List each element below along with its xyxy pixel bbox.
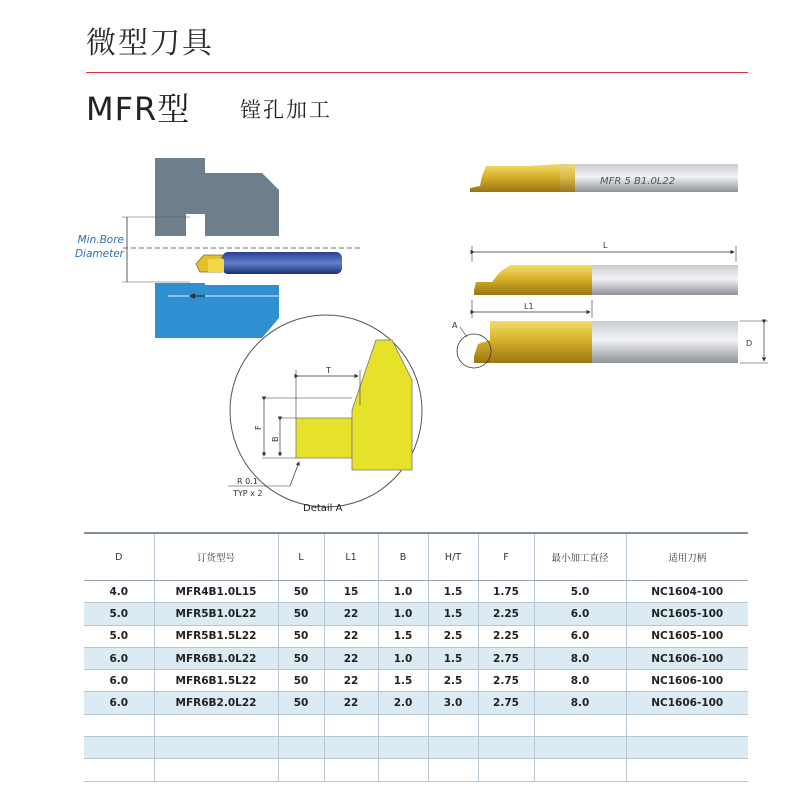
table-cell: 6.0 (534, 625, 626, 647)
table-cell: 50 (278, 625, 324, 647)
table-cell (324, 714, 378, 736)
table-cell: 2.75 (478, 647, 534, 669)
table-cell: 2.5 (428, 670, 478, 692)
table-cell (428, 714, 478, 736)
table-cell (154, 714, 278, 736)
dim-f-label: F (254, 425, 263, 430)
tool-dimension-drawing (457, 246, 768, 368)
operation-subtitle: 镗孔加工 (240, 98, 332, 122)
table-cell: 1.5 (378, 625, 428, 647)
table-cell (534, 737, 626, 759)
table-row (84, 670, 748, 692)
table-cell: MFR6B1.5L22 (154, 670, 278, 692)
table-cell (626, 759, 748, 781)
table-cell: 8.0 (534, 692, 626, 714)
table-cell: 1.0 (378, 647, 428, 669)
table-cell: 2.75 (478, 692, 534, 714)
table-cell (626, 714, 748, 736)
page-title: 微型刀具 (86, 26, 214, 61)
tool-marking-text: MFR 5 B1.0L22 (600, 176, 676, 187)
table-cell: NC1605-100 (626, 625, 748, 647)
table-cell: 2.25 (478, 625, 534, 647)
table-cell: 50 (278, 670, 324, 692)
table-cell: 22 (324, 692, 378, 714)
table-cell: 1.75 (478, 581, 534, 603)
table-cell: 6.0 (84, 647, 154, 669)
table-cell: NC1606-100 (626, 647, 748, 669)
col-header: D (84, 533, 154, 581)
table-cell: 22 (324, 603, 378, 625)
table-cell: MFR6B1.0L22 (154, 647, 278, 669)
table-cell (278, 737, 324, 759)
table-cell (534, 759, 626, 781)
table-cell: 50 (278, 603, 324, 625)
table-cell: MFR6B2.0L22 (154, 692, 278, 714)
table-cell (84, 714, 154, 736)
col-header: F (478, 533, 534, 581)
radius-typ-label: TYP x 2 (233, 489, 263, 498)
table-cell: 1.5 (428, 647, 478, 669)
min-bore-label-line2: Diameter (74, 248, 124, 260)
table-cell: NC1604-100 (626, 581, 748, 603)
table-cell: 6.0 (534, 603, 626, 625)
table-cell: 2.5 (428, 625, 478, 647)
table-cell: 5.0 (84, 625, 154, 647)
table-cell: MFR5B1.5L22 (154, 625, 278, 647)
table-cell: 5.0 (534, 581, 626, 603)
dim-b-label: B (271, 436, 280, 442)
col-header: L (278, 533, 324, 581)
table-cell: 5.0 (84, 603, 154, 625)
dim-l-label: L (603, 241, 608, 250)
dim-t-label: T (326, 366, 331, 375)
table-cell (626, 737, 748, 759)
table-cell (478, 714, 534, 736)
table-cell: 8.0 (534, 647, 626, 669)
table-cell (154, 759, 278, 781)
table-row (84, 714, 748, 736)
table-cell: 1.5 (378, 670, 428, 692)
table-cell (324, 759, 378, 781)
table-cell: 50 (278, 692, 324, 714)
table-cell: 22 (324, 670, 378, 692)
min-bore-label (60, 233, 124, 261)
col-header: B (378, 533, 428, 581)
table-cell: NC1606-100 (626, 692, 748, 714)
table-header-row (84, 533, 748, 581)
table-cell (428, 759, 478, 781)
min-bore-label-line1: Min.Bore (77, 234, 124, 246)
table-cell: 2.0 (378, 692, 428, 714)
detail-a-caption: Detail A (303, 503, 343, 514)
radius-label: R 0.1 (237, 477, 258, 486)
model-heading: MFR型 (86, 90, 191, 128)
table-cell: 22 (324, 647, 378, 669)
table-cell: NC1605-100 (626, 603, 748, 625)
table-cell (84, 759, 154, 781)
spec-table-body (84, 581, 748, 782)
table-cell (534, 714, 626, 736)
table-cell: 50 (278, 647, 324, 669)
table-cell (84, 737, 154, 759)
table-cell: 6.0 (84, 692, 154, 714)
table-cell (154, 737, 278, 759)
table-cell (278, 759, 324, 781)
table-cell: 1.5 (428, 603, 478, 625)
boring-bar (196, 252, 342, 274)
table-row (84, 737, 748, 759)
table-cell (378, 714, 428, 736)
table-cell (428, 737, 478, 759)
table-cell: 22 (324, 625, 378, 647)
table-cell (478, 737, 534, 759)
table-cell (378, 759, 428, 781)
table-cell (378, 737, 428, 759)
table-row (84, 603, 748, 625)
table-row (84, 625, 748, 647)
table-cell: MFR4B1.0L15 (154, 581, 278, 603)
col-header: L1 (324, 533, 378, 581)
dim-l1-label: L1 (524, 302, 534, 311)
table-cell: 1.5 (428, 581, 478, 603)
table-cell: 2.25 (478, 603, 534, 625)
table-row (84, 647, 748, 669)
table-cell: MFR5B1.0L22 (154, 603, 278, 625)
col-header: 订货型号 (154, 533, 278, 581)
col-header: 最小加工直径 (534, 533, 626, 581)
table-cell: 2.75 (478, 670, 534, 692)
table-cell: 6.0 (84, 670, 154, 692)
table-cell: 4.0 (84, 581, 154, 603)
col-header: H/T (428, 533, 478, 581)
table-row (84, 692, 748, 714)
table-row (84, 581, 748, 603)
dim-d-label: D (746, 339, 753, 348)
table-row (84, 759, 748, 781)
marker-a-label: A (452, 321, 458, 330)
spec-table (84, 532, 748, 782)
table-cell (478, 759, 534, 781)
table-cell: 1.0 (378, 581, 428, 603)
table-cell: 50 (278, 581, 324, 603)
table-cell: 3.0 (428, 692, 478, 714)
table-cell: 8.0 (534, 670, 626, 692)
table-cell: 15 (324, 581, 378, 603)
col-header: 适用刀柄 (626, 533, 748, 581)
table-cell: 1.0 (378, 603, 428, 625)
table-cell (278, 714, 324, 736)
table-cell: NC1606-100 (626, 670, 748, 692)
table-cell (324, 737, 378, 759)
